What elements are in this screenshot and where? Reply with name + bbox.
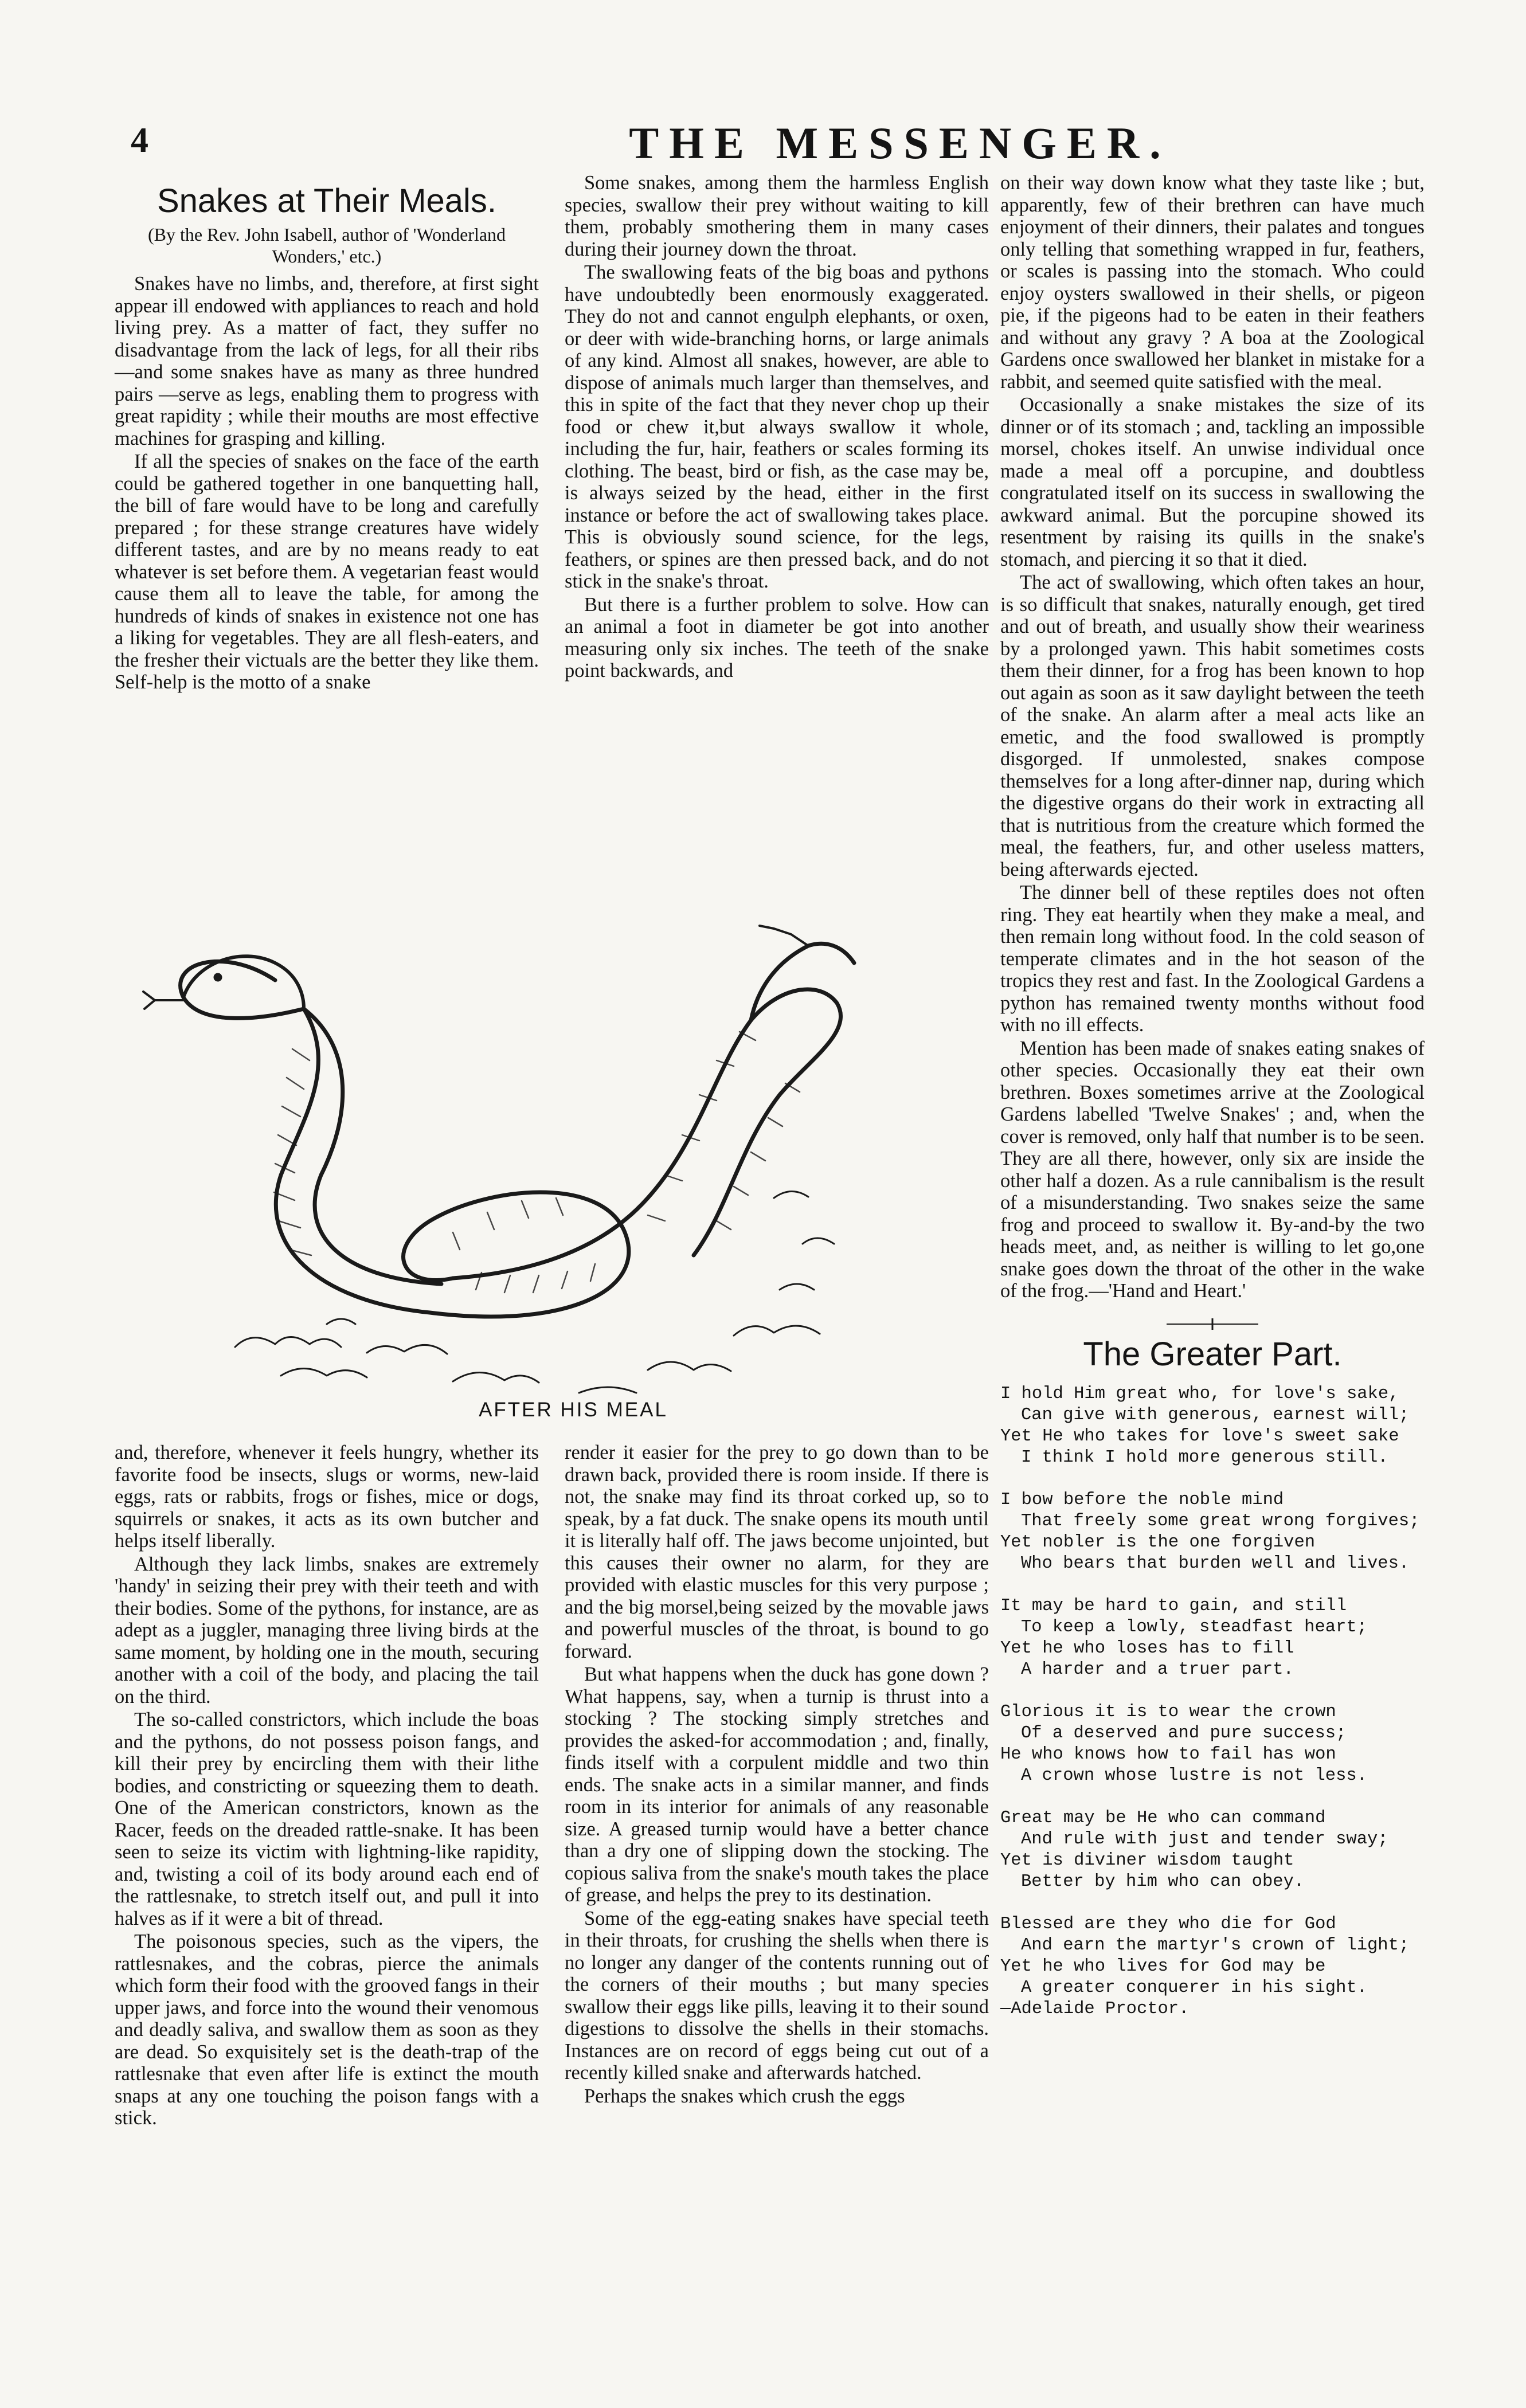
paragraph: If all the species of snakes on the face of the earth could be gathered together in one banquetting hall, the bill of fare would have to be long and carefully prepared ; for these strange creatures have widely different tastes, and are by no means ready to eat whatever is set before them. A vegetarian feast would cause them all to leave the table, for among the hundreds of kinds of snakes in existence not one has a liking for vegetables. They are all flesh-eaters, and the fresher their victuals are the better they like them. Self-help is the motto of a snake (115, 451, 539, 693)
poem-line: A greater conquerer in his sight. (1021, 1978, 1367, 1998)
paragraph: But what happens when the duck has gone down ? What happens, say, when a turnip is thrust into a stocking ? The stocking simply stretches and provides the asked-for accommodation ; and, finally, finds itself with a corpulent middle and two thin ends. The snake acts in a similar manner, and finds room in its interior for animals of any reasonable size. A greased turnip would have a better chance than a dry one of slipping down the stocking. The copious saliva from the snake's mouth takes the place of grease, and helps the prey to its destination. (565, 1663, 989, 1906)
poem-line: Who bears that burden well and lives. (1021, 1553, 1410, 1573)
paragraph: on their way down know what they taste like ; but, apparently, few of their brethren can have much enjoyment of their dinners, their palates and tongues only telling that something wrapped in fur, feathers, or scales is passing into the stomach. Who could enjoy oysters swallowed in their shells, or pigeon pie, if the pigeons had to be eaten in their feathers and without any gravy ? A boa at the Zoological Gardens once swallowed her blanket in mistake for a rabbit, and seemed quite satisfied with the meal. (1000, 172, 1425, 393)
poem-line: That freely some great wrong forgives; (1021, 1511, 1420, 1531)
poem-stanza (1000, 1702, 1425, 1787)
poem-credit: —Adelaide Proctor. (1000, 1999, 1190, 2019)
poem-line: Of a deserved and pure success; (1021, 1723, 1347, 1743)
poem-line: It may be hard to gain, and still (1000, 1596, 1347, 1616)
poem-line: Glorious it is to wear the crown (1000, 1702, 1336, 1722)
paragraph: and, therefore, whenever it feels hungry, whether its favorite food be insects, slugs or worms, new-laid eggs, rats or rabbits, frogs or fishes, mice or dogs, squirrels or snakes, it acts as its own butcher and helps itself liberally. (115, 1442, 539, 1552)
poem-stanza (1000, 1914, 1425, 1999)
column-c (1000, 172, 1425, 2020)
ground-rocks (235, 1191, 834, 1393)
page-number: 4 (131, 121, 148, 160)
paragraph: But there is a further problem to solve. How can an animal a foot in diameter be got into another measuring only six inches. The teeth of the snake point backwards, and (565, 593, 989, 682)
paragraph: Although they lack limbs, snakes are extremely 'handy' in seizing their prey with their teeth and with their bodies. Some of the pythons, for instance, are as adept as a juggler, managing three living birds at the same moment, by holding one in the mouth, securing another with a coil of the body, and placing the tail on the third. (115, 1553, 539, 1708)
article-title: Snakes at Their Meals. (156, 182, 497, 220)
column-b-bottom (565, 1442, 989, 2108)
poem-line: I think I hold more generous still. (1021, 1447, 1388, 1467)
poem-line: I hold Him great who, for love's sake, (1000, 1384, 1399, 1404)
paragraph: Some snakes, among them the harmless English species, swallow their prey without waiting to kill them, probably smothering them in many cases during their journey down the throat. (565, 172, 989, 260)
paragraph: The dinner bell of these reptiles does not often ring. They eat heartily when they make a meal, and then remain long without food. In the cold season of temperate climates and in the hot season of the tropics they rest and fast. In the Zoological Gardens a python has remained twenty months without food with no ill effects. (1000, 882, 1425, 1036)
paragraph: The so-called constrictors, which include the boas and the pythons, do not possess poison fangs, and kill their prey by encircling them with their lithe bodies, and constricting or squeezing them to death. One of the American constrictors, known as the Racer, feeds on the dreaded rattle-snake. It has been seen to seize its victim with lightning-like rapidity, and, twisting a coil of its body around each end of the rattlesnake, to stretch itself out, and pull it into halves as if it were a bit of thread. (115, 1709, 539, 1929)
paragraph: The swallowing feats of the big boas and pythons have undoubtedly been enormously exaggerated. They do not and cannot engulph elephants, or oxen, or deer with wide-branching horns, or large animals of any kind. Almost all snakes, however, are able to dispose of animals much larger than themselves, and this in spite of the fact that they never chop up their food or chew it,but always swallow it whole, including the fur, hair, feathers or scales forming its clothing. The beast, bird or fish, as the case may be, is always seized by the head, either in the first instance or before the act of swallowing takes place. This is obviously sound science, for the legs, feathers, or spines are then pressed back, and do not stick in the snake's throat. (565, 261, 989, 592)
poem-line: Yet is diviner wisdom taught (1000, 1850, 1294, 1870)
paragraph: Some of the egg-eating snakes have special teeth in their throats, for crushing the shells when there is no longer any danger of the contents running out of the corners of their mouths ; but many species swallow their eggs like pills, leaving it to their sound digestions to dissolve the shells in their stomachs. Instances are on record of eggs being cut out of a recently killed snake and afterwards hatched. (565, 1907, 989, 2084)
article-byline: (By the Rev. John Isabell, author of 'Wonderland Wonders,' etc.) (147, 224, 506, 267)
paragraph: render it easier for the prey to go down than to be drawn back, provided there is room inside. If there is not, the snake may find its throat corked up, so to speak, by a fat duck. The snake opens its mouth until it is literally half off. The jaws become unjointed, but this causes their owner no alarm, for they are provided with elastic muscles for this very purpose ; and the big morsel,being seized by the movable jaws and powerful muscles of the throat, is bound to go forward. (565, 1442, 989, 1662)
poem-line: And earn the martyr's crown of light; (1021, 1935, 1410, 1955)
poem-line: To keep a lowly, steadfast heart; (1021, 1617, 1367, 1637)
poem-line: Great may be He who can command (1000, 1808, 1326, 1828)
poem (1000, 1384, 1425, 2020)
poem-title: The Greater Part. (1083, 1335, 1342, 1373)
poem-line: A harder and a truer part. (1021, 1659, 1294, 1679)
paragraph: Mention has been made of snakes eating snakes of other species. Occasionally they eat their own brethren. Boxes sometimes arrive at the Zoological Gardens labelled 'Twelve Snakes' ; and, when the cover is removed, only half that number is to be seen. They are all there, however, only six are inside the other half a dozen. As a rule cannibalism is the result of a misunderstanding. Two snakes seize the same frog and proceed to swallow it. By-and-by the two heads meet, and, as neither is willing to let go,one snake goes down the throat of the other in the wake of the frog.—'Hand and Heart.' (1000, 1037, 1425, 1302)
poem-line: Yet he who lives for God may be (1000, 1956, 1326, 1976)
column-a-top (115, 172, 539, 695)
paragraph: Occasionally a snake mistakes the size of its dinner or of its stomach ; and, tackling an impossible morsel, chokes itself. An unwise individual once made a meal off a porcupine, and doubtless congratulated itself on its success in swallowing the awkward animal. But the porcupine showed its resentment by raising its quills in the snake's stomach, and piercing it so that it died. (1000, 394, 1425, 570)
poem-stanza (1000, 1808, 1425, 1893)
poem-line: Better by him who can obey. (1021, 1871, 1305, 1892)
paragraph: Snakes have no limbs, and, therefore, at first sight appear ill endowed with appliances to reach and hold living prey. As a matter of fact, they suffer no disadvantage from the lack of legs, for all their ribs—and some snakes have as many as three hundred pairs —serve as legs, enabling them to progress with great rapidity ; while their mouths are most effective machines for grasping and killing. (115, 273, 539, 449)
poem-stanza (1000, 1490, 1425, 1575)
section-divider (1167, 1318, 1258, 1330)
paragraph: The poisonous species, such as the vipers, the rattlesnakes, and the cobras, pierce the animals which form their food with the grooved fangs in their upper jaws, and force into the wound their venomous and deadly saliva, and swallow them as soon as they are dead. So exquisitely set is the death-trap of the rattlesnake that even after life is extinct the mouth snaps at any one touching the poison fangs with a stick. (115, 1931, 539, 2129)
snake-illustration (132, 877, 992, 1404)
poem-line: Yet nobler is the one forgiven (1000, 1532, 1316, 1552)
masthead-title: THE MESSENGER. (629, 118, 1171, 168)
poem-line: Can give with generous, earnest will; (1021, 1405, 1410, 1425)
paragraph: The act of swallowing, which often takes an hour, is so difficult that snakes, naturally enough, get tired and out of breath, and usually show their weariness by a prolonged yawn. This habit sometimes costs them their dinner, for a frog has been known to hop out again as soon as it saw daylight between the teeth of the snake. An alarm after a meal acts like an emetic, and the food swallowed is promptly disgorged. If unmolested, snakes compose themselves for a long after-dinner nap, during which the digestive organs do their work in extracting all that is nutritious from the creature which formed the meal, the feathers, fur, and other useless matters, being afterwards ejected. (1000, 571, 1425, 880)
paragraph: Perhaps the snakes which crush the eggs (584, 2085, 905, 2107)
poem-line: Yet he who loses has to fill (1000, 1638, 1294, 1658)
poem-line: I bow before the noble mind (1000, 1490, 1284, 1510)
poem-line: He who knows how to fail has won (1000, 1744, 1336, 1764)
poem-stanza (1000, 1384, 1425, 1469)
poem-line: A crown whose lustre is not less. (1021, 1765, 1367, 1786)
column-a-bottom (115, 1442, 539, 2131)
column-b-top (565, 172, 989, 683)
poem-line: Yet He who takes for love's sweet sake (1000, 1426, 1399, 1446)
poem-line: And rule with just and tender sway; (1021, 1829, 1388, 1849)
poem-stanza (1000, 1596, 1425, 1681)
illustration-caption: AFTER HIS MEAL (479, 1399, 668, 1421)
poem-line: Blessed are they who die for God (1000, 1914, 1336, 1934)
